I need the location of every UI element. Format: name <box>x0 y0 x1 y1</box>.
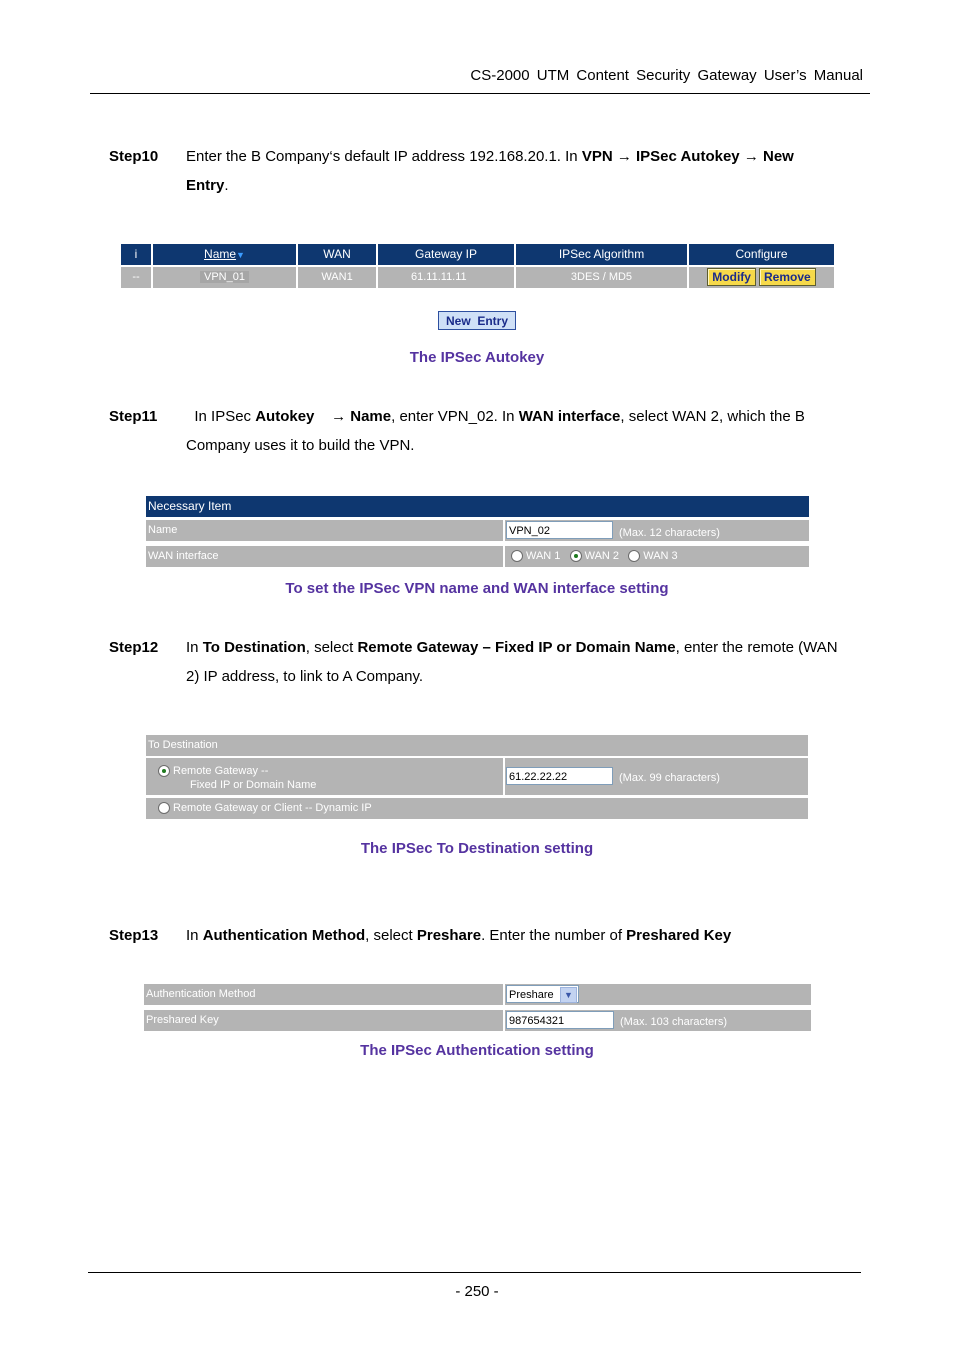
step-label: Step11 <box>109 408 158 425</box>
bold: Authentication Method <box>202 927 366 944</box>
step-label: Step12 <box>109 639 159 656</box>
modify-button[interactable]: Modify <box>707 268 756 286</box>
caption-name-wan: To set the IPSec VPN name and WAN interface setting <box>285 580 669 597</box>
bold: Remote Gateway – Fixed IP or Domain Name <box>357 639 676 656</box>
caption-autokey: The IPSec Autokey <box>409 349 545 366</box>
bold: VPN <box>581 148 613 165</box>
arrow-icon: → <box>331 408 347 425</box>
wan3-label: WAN 3 <box>643 550 678 562</box>
text: , enter VPN_02. In <box>391 408 519 425</box>
radio-selected-icon <box>158 765 170 777</box>
preshared-key-label: Preshared Key <box>144 1010 503 1031</box>
bold: Preshared Key <box>626 927 732 944</box>
step-text <box>186 633 851 691</box>
radio-icon <box>158 802 170 814</box>
auth-method-value: Preshare <box>509 989 554 1001</box>
row-i: -- <box>121 267 151 288</box>
page-number: - 250 - <box>455 1283 499 1300</box>
arrow-icon: → <box>616 148 632 165</box>
bold: Entry <box>186 177 225 194</box>
sort-down-icon: ▼ <box>236 250 245 260</box>
row-gateway <box>378 267 514 288</box>
chevron-down-icon[interactable]: ▼ <box>560 987 577 1003</box>
text: In IPSec <box>194 408 256 425</box>
wan-interface-options <box>505 546 809 567</box>
preshared-key-input[interactable]: 987654321 <box>506 1011 614 1029</box>
bold: Preshare <box>416 927 482 944</box>
col-header-algorithm: IPSec Algorithm <box>516 244 687 265</box>
radio-icon <box>511 550 523 562</box>
dynamic-ip-option[interactable] <box>146 798 808 819</box>
row-configure <box>689 267 834 288</box>
remote-gateway-input[interactable]: 61.22.22.22 <box>506 767 613 785</box>
step-label: Step13 <box>109 927 159 944</box>
bold: IPSec Autokey <box>636 148 740 165</box>
row-gateway-value: 61.11.11.11 <box>411 271 467 283</box>
auth-method-label: Authentication Method <box>144 984 503 1005</box>
row-algorithm: 3DES / MD5 <box>516 267 687 288</box>
col-header-gateway: Gateway IP <box>378 244 514 265</box>
text: , select WAN 2, which the B Company uses it to build the VPN. <box>186 408 805 454</box>
text: , enter the remote (WAN 2) IP address, to link to A Company. <box>186 639 838 685</box>
text: , select <box>305 639 358 656</box>
step-text <box>186 142 851 200</box>
fixed-ip-label-1: Remote Gateway -- <box>173 765 269 777</box>
arrow-icon: → <box>743 148 759 165</box>
wan1-label: WAN 1 <box>526 550 561 562</box>
col-header-name[interactable] <box>153 244 296 265</box>
step-text <box>186 921 851 950</box>
text: . <box>224 177 229 194</box>
bold: Autokey <box>255 408 315 425</box>
fixed-ip-option[interactable] <box>146 758 503 795</box>
step-text <box>186 402 851 460</box>
name-note: (Max. 12 characters) <box>619 527 720 539</box>
caption-authentication: The IPSec Authentication setting <box>360 1042 594 1059</box>
auth-method-select[interactable] <box>506 985 579 1003</box>
dynamic-ip-label: Remote Gateway or Client -- Dynamic IP <box>173 802 372 814</box>
radio-selected-icon <box>570 550 582 562</box>
footer-rule <box>88 1272 861 1273</box>
bold: New <box>763 148 794 165</box>
preshared-key-note: (Max. 103 characters) <box>620 1016 727 1028</box>
text: In <box>186 927 203 944</box>
remove-button[interactable]: Remove <box>759 268 816 286</box>
row-name-value: VPN_01 <box>200 271 249 283</box>
row-wan: WAN1 <box>298 267 376 288</box>
col-header-wan: WAN <box>298 244 376 265</box>
bold: Name <box>350 408 392 425</box>
bold: WAN interface <box>518 408 621 425</box>
wan2-label: WAN 2 <box>584 550 620 562</box>
new-entry-button[interactable]: New Entry <box>438 311 516 330</box>
name-input[interactable]: VPN_02 <box>506 521 613 539</box>
text: , select <box>365 927 417 944</box>
header-rule <box>90 93 870 94</box>
text: . Enter the number of <box>481 927 627 944</box>
text: In <box>186 639 203 656</box>
row-name <box>153 267 296 288</box>
page-header: CS-2000 UTM Content Security Gateway User’s Manual <box>470 67 863 84</box>
col-header-name-label: Name <box>204 247 237 261</box>
bold: To Destination <box>202 639 306 656</box>
col-header-configure: Configure <box>689 244 834 265</box>
wan2-option[interactable] <box>570 550 619 562</box>
col-header-i: i <box>121 244 151 265</box>
necessary-item-title: Necessary Item <box>146 496 809 517</box>
text: Enter the B Company‘s default IP address 192.168.20.1. In <box>186 148 582 165</box>
wan-interface-label: WAN interface <box>146 546 503 567</box>
wan3-option[interactable] <box>628 550 677 562</box>
wan1-option[interactable] <box>511 550 560 562</box>
radio-icon <box>628 550 640 562</box>
caption-destination: The IPSec To Destination setting <box>360 840 594 857</box>
step-label: Step10 <box>109 148 159 165</box>
to-destination-title: To Destination <box>146 735 808 756</box>
fixed-ip-label-2: Fixed IP or Domain Name <box>190 779 317 791</box>
name-label: Name <box>146 520 503 541</box>
remote-gateway-note: (Max. 99 characters) <box>619 772 720 784</box>
